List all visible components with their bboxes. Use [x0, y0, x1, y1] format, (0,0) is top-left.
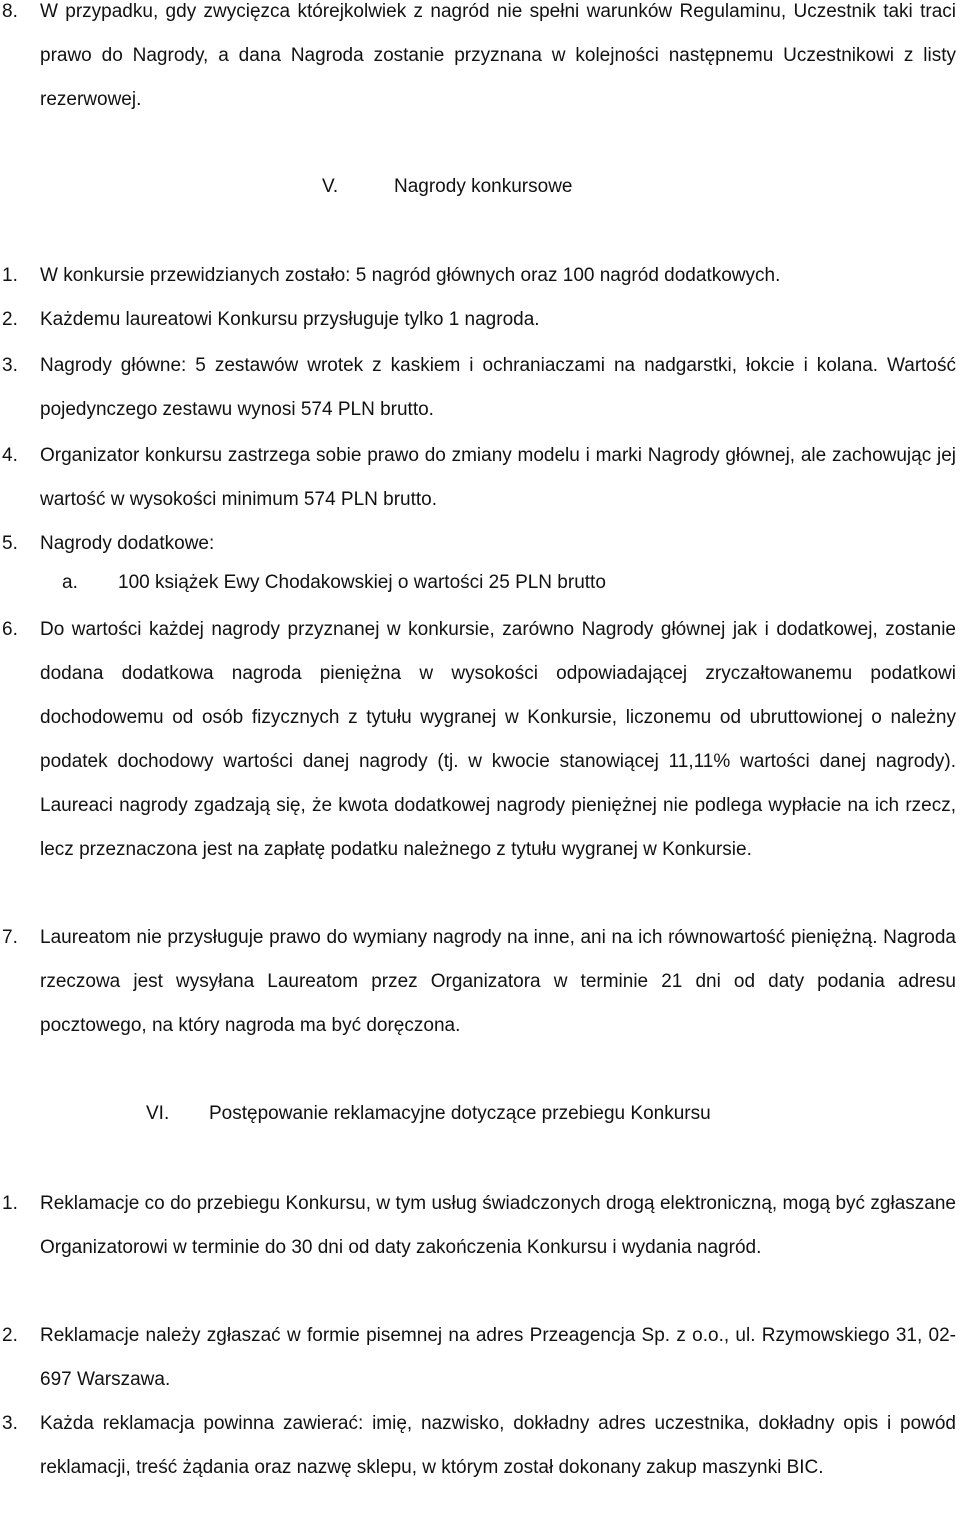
item-number: 1. — [2, 265, 18, 286]
section-title: Postępowanie reklamacyjne dotyczące przebiegu Konkursu — [209, 1103, 711, 1124]
rule-v-8 — [0, 0, 956, 122]
item-number: 3. — [2, 355, 18, 376]
item-number: 2. — [2, 309, 18, 330]
list-item — [0, 434, 956, 522]
item-number: 3. — [2, 1413, 18, 1434]
item-text: Nagrody dodatkowe: — [40, 533, 215, 554]
item-text: Reklamacje należy zgłaszać w formie pisemnej na adres Przeagencja Sp. z o.o., ul. Rzymowskiego 31, 02-697 Warszawa. — [40, 1325, 956, 1390]
item-text: Laureatom nie przysługuje prawo do wymiany nagrody na inne, ani na ich równowartość pieniężną. Nagroda rzeczowa jest wysyłana Laureatom przez Organizatora w terminie 21 dni od daty podania adresu pocztowego, na który nagroda ma być doręczona. — [40, 927, 956, 1036]
item-text: Do wartości każdej nagrody przyznanej w konkursie, zarówno Nagrody głównej jak i dodatkowej, zostanie dodana dodatkowa nagroda pieniężna w wysokości odpowiadającej zryczałtowanemu podatkowi dochodowemu od osób fizycznych z tytułu wygranej w Konkursie, liczonemu od ubruttowionej o należny podatek dochodowy wartości danej nagrody (tj. w kwocie stanowiącej 11,11% wartości danej nagrody). Laureaci nagrody zgadzają się, że kwota dodatkowej nagrody pieniężnej nie podlega wypłacie na ich rzecz, lecz przeznaczona jest na zapłatę podatku należnego z tytułu wygranej w Konkursie. — [40, 619, 956, 860]
sub-list-item — [62, 568, 606, 598]
item-number: 2. — [2, 1325, 18, 1346]
item-number: 8. — [2, 1, 18, 22]
item-number: 5. — [2, 533, 18, 554]
list-item — [0, 1402, 956, 1490]
item-text: W konkursie przewidzianych zostało: 5 nagród głównych oraz 100 nagród dodatkowych. — [40, 265, 781, 286]
section-title: Nagrody konkursowe — [394, 176, 573, 197]
item-number: 7. — [2, 927, 18, 948]
item-text: Organizator konkursu zastrzega sobie prawo do zmiany modelu i marki Nagrody głównej, ale zachowując jej wartość w wysokości minimum 574 PLN brutto. — [40, 445, 956, 510]
item-text: Każda reklamacja powinna zawierać: imię, nazwisko, dokładny adres uczestnika, dokładny opis i powód reklamacji, treść żądania oraz nazwę sklepu, w którym został dokonany zakup maszynki BIC. — [40, 1413, 956, 1478]
list-item — [0, 1182, 956, 1270]
section-heading-v — [322, 172, 573, 202]
item-number: 4. — [2, 445, 18, 466]
item-number: a. — [62, 572, 78, 593]
item-text: Nagrody główne: 5 zestawów wrotek z kaskiem i ochraniaczami na nadgarstki, łokcie i kolana. Wartość pojedynczego zestawu wynosi 574 PLN brutto. — [40, 355, 956, 420]
list-item — [0, 254, 956, 298]
section-number: VI. — [146, 1103, 170, 1124]
list-item — [0, 522, 956, 566]
list-item — [0, 1314, 956, 1402]
list-item — [0, 298, 956, 342]
section-number: V. — [322, 176, 339, 197]
item-text: Każdemu laureatowi Konkursu przysługuje tylko 1 nagroda. — [40, 309, 540, 330]
item-number: 6. — [2, 619, 18, 640]
list-item — [0, 916, 956, 1048]
item-number: 1. — [2, 1193, 18, 1214]
list-item — [0, 344, 956, 432]
list-item — [0, 608, 956, 872]
item-text: Reklamacje co do przebiegu Konkursu, w tym usług świadczonych drogą elektroniczną, mogą być zgłaszane Organizatorowi w terminie do 30 dni od daty zakończenia Konkursu i wydania nagród. — [40, 1193, 956, 1258]
item-text: W przypadku, gdy zwycięzca którejkolwiek z nagród nie spełni warunków Regulaminu, Uczestnik taki traci prawo do Nagrody, a dana Nagroda zostanie przyznana w kolejności następnemu Uczestnikowi z listy rezerwowej. — [40, 1, 956, 110]
item-text: 100 książek Ewy Chodakowskiej o wartości 25 PLN brutto — [118, 572, 606, 593]
section-heading-vi — [146, 1099, 711, 1129]
